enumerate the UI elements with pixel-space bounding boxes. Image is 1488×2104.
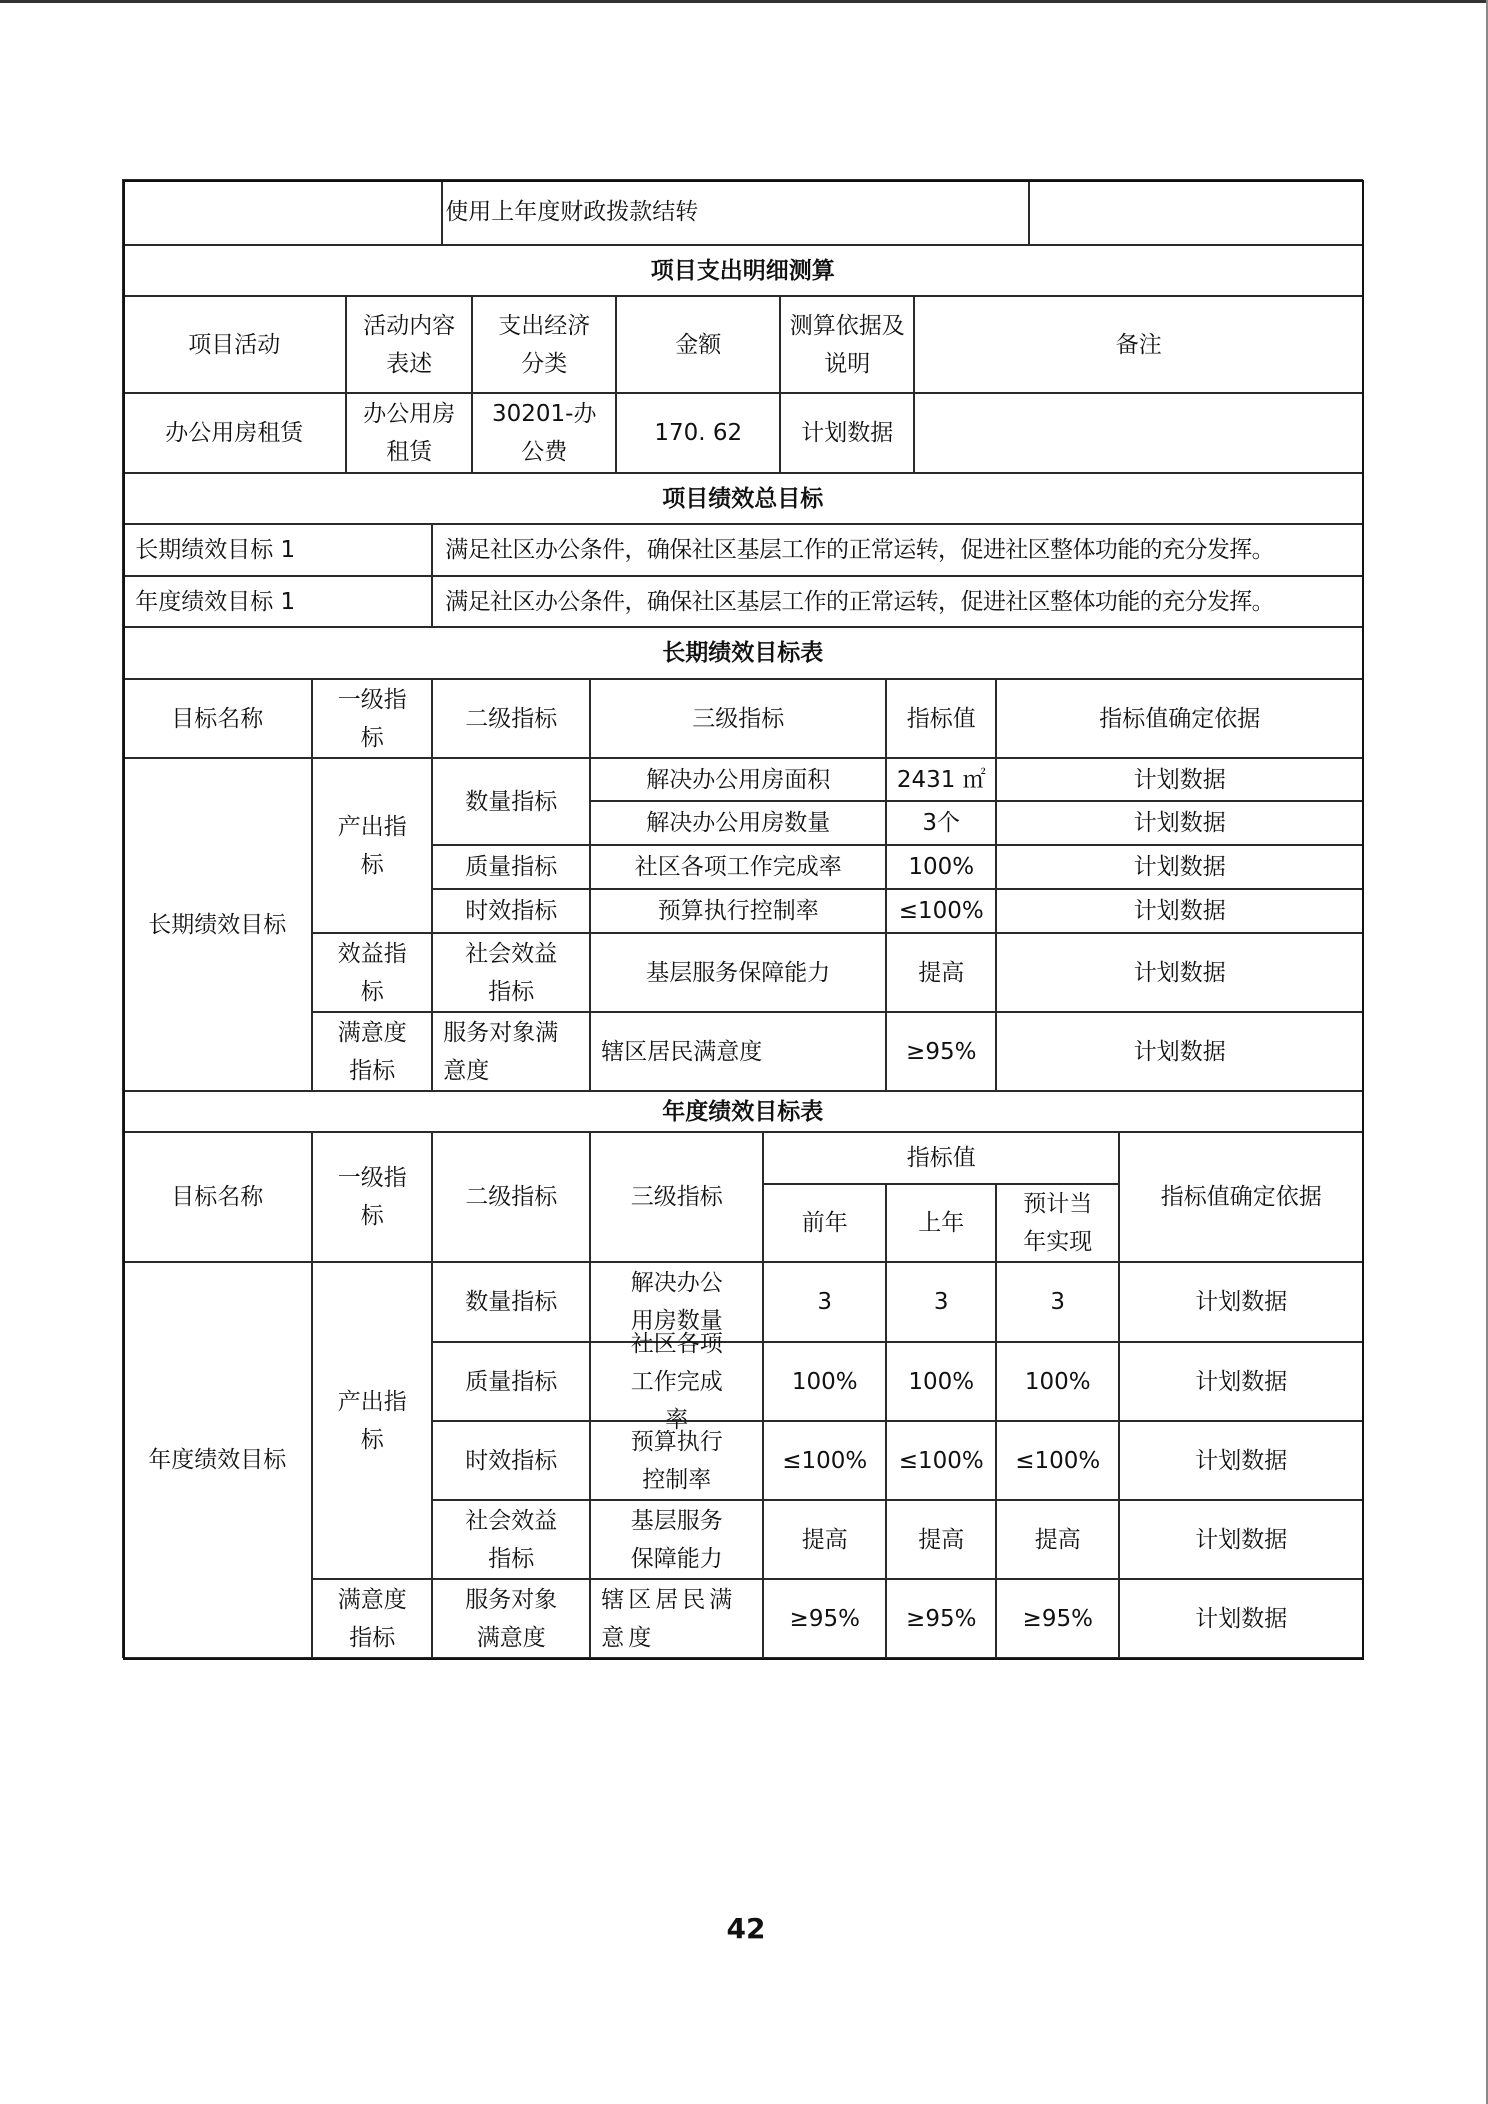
lt-level1-satisfaction <box>312 1012 432 1091</box>
lt-header-basis: 指标值确定依据 <box>996 679 1363 758</box>
an-row-level2 <box>432 1579 590 1658</box>
lt-level1-satisfaction-text: 满意度指标 <box>337 1019 407 1084</box>
an-row-level3 <box>590 1330 763 1433</box>
lt-level1-output-text: 产出指标 <box>337 813 407 878</box>
lt-header-level1 <box>312 679 432 758</box>
an-row-level2: 时效指标 <box>432 1421 590 1500</box>
an-subheader-prev1: 上年 <box>886 1184 996 1262</box>
long-term-section-title: 长期绩效目标表 <box>122 627 1363 679</box>
funding-extra-cell <box>1029 179 1363 245</box>
an-level1-output <box>312 1262 432 1579</box>
lt-row-basis: 计划数据 <box>996 845 1363 889</box>
an-row-prev2: 100% <box>763 1342 886 1421</box>
an-row-basis: 计划数据 <box>1119 1262 1363 1342</box>
detail-header-amount: 金额 <box>616 296 780 393</box>
lt-level1-benefit-text: 效益指标 <box>337 940 407 1005</box>
an-row-expected: ≤100% <box>996 1421 1119 1500</box>
detail-header-basis-text: 测算依据及说明 <box>789 312 905 377</box>
lt-row-basis: 计划数据 <box>996 1012 1363 1091</box>
annual-goal-label: 年度绩效目标 1 <box>122 576 432 627</box>
lt-row-value: ≤100% <box>886 889 996 933</box>
an-row-level3-text: 社区各项工作完成率 <box>630 1330 723 1433</box>
lt-row-value: 100% <box>886 845 996 889</box>
detail-header-econ-class <box>472 296 616 393</box>
an-header-level3: 三级指标 <box>590 1132 763 1262</box>
long-term-goal-label: 长期绩效目标 1 <box>122 524 432 576</box>
detail-header-remark: 备注 <box>914 296 1363 393</box>
an-row-level2-text: 服务对象满意度 <box>465 1586 558 1651</box>
lt-header-level1-text: 一级指标 <box>337 686 407 751</box>
lt-level2-quality: 质量指标 <box>432 845 590 889</box>
lt-header-goal-name: 目标名称 <box>122 679 312 758</box>
page-top-border <box>0 0 1488 3</box>
an-row-prev1: ≥95% <box>886 1579 996 1658</box>
detail-header-activity: 项目活动 <box>122 296 346 393</box>
an-row-level3 <box>590 1579 763 1658</box>
lt-level2-service-satisfaction <box>432 1012 590 1091</box>
an-row-basis: 计划数据 <box>1119 1579 1363 1658</box>
detail-cell-basis: 计划数据 <box>780 393 914 473</box>
lt-level1-benefit <box>312 933 432 1012</box>
an-level1-satisfaction <box>312 1579 432 1658</box>
an-row-level3-text: 解决办公用房数量 <box>630 1270 723 1335</box>
an-row-prev2: ≤100% <box>763 1421 886 1500</box>
detail-section-title: 项目支出明细测算 <box>122 245 1363 296</box>
an-header-level2: 二级指标 <box>432 1132 590 1262</box>
lt-level2-social-benefit-text: 社会效益指标 <box>465 940 558 1005</box>
an-row-prev2: 提高 <box>763 1500 886 1579</box>
an-row-prev1: 100% <box>886 1342 996 1421</box>
funding-label-cell <box>122 179 442 245</box>
lt-row-level3: 基层服务保障能力 <box>590 933 886 1012</box>
an-row-level2: 数量指标 <box>432 1262 590 1342</box>
lt-row-value: 3个 <box>886 801 996 845</box>
page-number: 42 <box>726 1912 766 1945</box>
lt-row-basis: 计划数据 <box>996 801 1363 845</box>
an-row-level3-text: 预算执行控制率 <box>630 1428 723 1493</box>
lt-row-level3: 解决办公用房数量 <box>590 801 886 845</box>
an-header-level1 <box>312 1132 432 1262</box>
an-subheader-expected-text: 预计当年实现 <box>1023 1191 1093 1256</box>
an-row-level2: 质量指标 <box>432 1342 590 1421</box>
an-row-level3-text: 辖区居民满意度 <box>601 1586 737 1651</box>
lt-level2-timeliness: 时效指标 <box>432 889 590 933</box>
lt-header-level2: 二级指标 <box>432 679 590 758</box>
annual-goal-text: 满足社区办公条件，确保社区基层工作的正常运转，促进社区整体功能的充分发挥。 <box>432 576 1363 627</box>
an-row-level3-text: 基层服务保障能力 <box>630 1507 723 1572</box>
an-row-expected: ≥95% <box>996 1579 1119 1658</box>
an-header-basis: 指标值确定依据 <box>1119 1132 1363 1262</box>
lt-row-basis: 计划数据 <box>996 758 1363 801</box>
detail-cell-content-text: 办公用房租赁 <box>363 401 456 466</box>
detail-header-content-text: 活动内容表述 <box>363 312 456 377</box>
an-row-prev2: ≥95% <box>763 1579 886 1658</box>
an-row-level3 <box>590 1500 763 1579</box>
an-row-level3 <box>590 1421 763 1500</box>
an-level1-satisfaction-text: 满意度指标 <box>337 1586 407 1651</box>
an-header-level1-text: 一级指标 <box>337 1165 407 1230</box>
lt-header-level3: 三级指标 <box>590 679 886 758</box>
detail-cell-content <box>346 393 472 473</box>
lt-level1-output <box>312 758 432 933</box>
detail-cell-amount: 170. 62 <box>616 393 780 473</box>
lt-row-value: 2431 ㎡ <box>886 758 996 801</box>
an-subheader-prev2: 前年 <box>763 1184 886 1262</box>
an-row-level2-text: 社会效益指标 <box>465 1507 558 1572</box>
funding-source-cell: 使用上年度财政拨款结转 <box>442 179 1029 245</box>
an-row-expected: 3 <box>996 1262 1119 1342</box>
lt-row-basis: 计划数据 <box>996 933 1363 1012</box>
an-row-basis: 计划数据 <box>1119 1342 1363 1421</box>
lt-goal-name-cell: 长期绩效目标 <box>122 758 312 1091</box>
an-row-prev1: 提高 <box>886 1500 996 1579</box>
detail-header-content <box>346 296 472 393</box>
detail-cell-remark <box>914 393 1363 473</box>
lt-row-level3: 社区各项工作完成率 <box>590 845 886 889</box>
long-term-goal-text: 满足社区办公条件，确保社区基层工作的正常运转，促进社区整体功能的充分发挥。 <box>432 524 1363 576</box>
an-goal-name-cell: 年度绩效目标 <box>122 1262 312 1658</box>
lt-level2-social-benefit <box>432 933 590 1012</box>
lt-level2-service-satisfaction-text: 服务对象满意度 <box>443 1019 559 1084</box>
detail-header-econ-class-text: 支出经济分类 <box>498 312 591 377</box>
lt-row-basis: 计划数据 <box>996 889 1363 933</box>
lt-level2-quantity: 数量指标 <box>432 758 590 845</box>
detail-cell-econ-class <box>472 393 616 473</box>
an-level1-output-text: 产出指标 <box>337 1388 407 1453</box>
lt-header-value: 指标值 <box>886 679 996 758</box>
an-row-expected: 100% <box>996 1342 1119 1421</box>
an-row-prev2: 3 <box>763 1262 886 1342</box>
lt-row-value: ≥95% <box>886 1012 996 1091</box>
lt-row-level3: 预算执行控制率 <box>590 889 886 933</box>
lt-row-level3: 解决办公用房面积 <box>590 758 886 801</box>
an-row-level2 <box>432 1500 590 1579</box>
an-row-expected: 提高 <box>996 1500 1119 1579</box>
an-row-prev1: 3 <box>886 1262 996 1342</box>
an-row-basis: 计划数据 <box>1119 1500 1363 1579</box>
overall-section-title: 项目绩效总目标 <box>122 473 1363 524</box>
annual-section-title: 年度绩效目标表 <box>122 1091 1363 1132</box>
lt-row-level3: 辖区居民满意度 <box>590 1012 886 1091</box>
detail-header-basis <box>780 296 914 393</box>
detail-cell-activity: 办公用房租赁 <box>122 393 346 473</box>
an-subheader-expected <box>996 1184 1119 1262</box>
detail-cell-econ-class-text: 30201-办公费 <box>492 401 597 466</box>
an-row-basis: 计划数据 <box>1119 1421 1363 1500</box>
an-header-value: 指标值 <box>763 1132 1119 1184</box>
an-header-goal-name: 目标名称 <box>122 1132 312 1262</box>
an-row-prev1: ≤100% <box>886 1421 996 1500</box>
lt-row-value: 提高 <box>886 933 996 1012</box>
